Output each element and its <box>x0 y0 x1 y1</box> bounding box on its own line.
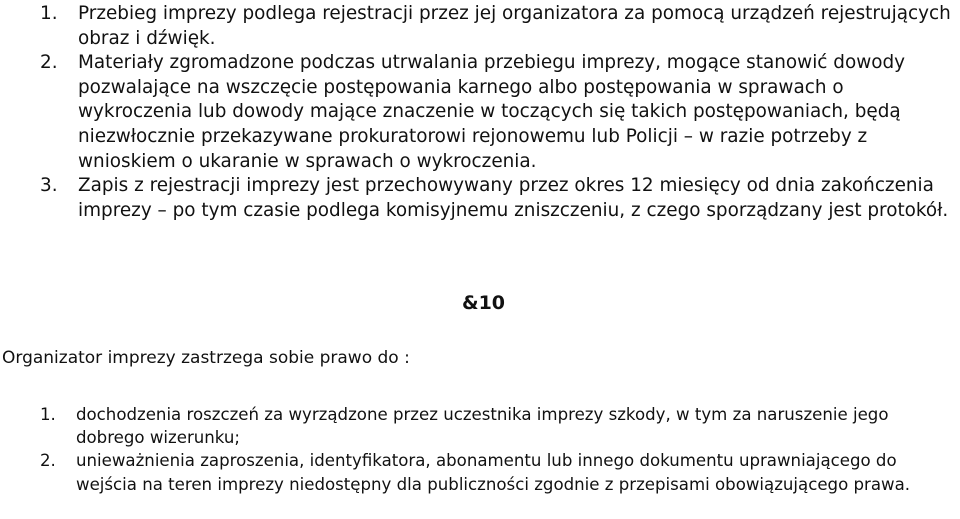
item-text: Materiały zgromadzone podczas utrwalania przebiegu imprezy, mogące stanowić dowody pozwalające na wszczęcie postępowania karnego albo postępowania w sprawach o wykroczenia lub dowody mające znaczenie w toczących się takich postępowaniach, będą niezwłocznie przekazywane prokuratorowi rejonowemu lub Policji – w razie potrzeby z wnioskiem o ukaranie w sprawach o wykroczenia. <box>78 52 906 172</box>
intro-text: Organizator imprezy zastrzega sobie prawo do : <box>2 348 410 368</box>
item-number: 1. <box>40 405 56 424</box>
list-item <box>0 403 960 449</box>
section-heading: &10 <box>462 292 506 314</box>
list-item <box>0 2 960 51</box>
list-item <box>0 174 960 223</box>
list-item <box>0 51 960 174</box>
item-number: 2. <box>40 52 58 74</box>
item-number: 2. <box>40 451 56 471</box>
item-text: unieważnienia zaproszenia, identyfikatora, abonamentu lub innego dokumentu uprawniającego do wejścia na teren imprezy niedostępny dla publiczności zgodnie z przepisami obowiązującego prawa. <box>76 451 911 494</box>
item-number: 3. <box>40 175 58 197</box>
item-number: 1. <box>40 3 58 24</box>
item-text: Przebieg imprezy podlega rejestracji przez jej organizatora za pomocą urządzeń rejestrujących obraz i dźwięk. <box>78 3 951 49</box>
item-text: dochodzenia roszczeń za wyrządzone przez uczestnika imprezy szkody, w tym za naruszenie jego dobrego wizerunku; <box>76 405 889 448</box>
rights-list <box>0 403 960 496</box>
regulations-list <box>0 2 960 223</box>
item-text: Zapis z rejestracji imprezy jest przechowywany przez okres 12 miesięcy od dnia zakończenia imprezy – po tym czasie podlega komisyjnemu zniszczeniu, z czego sporządzany jest protokół. <box>78 175 949 221</box>
list-item <box>0 449 960 495</box>
